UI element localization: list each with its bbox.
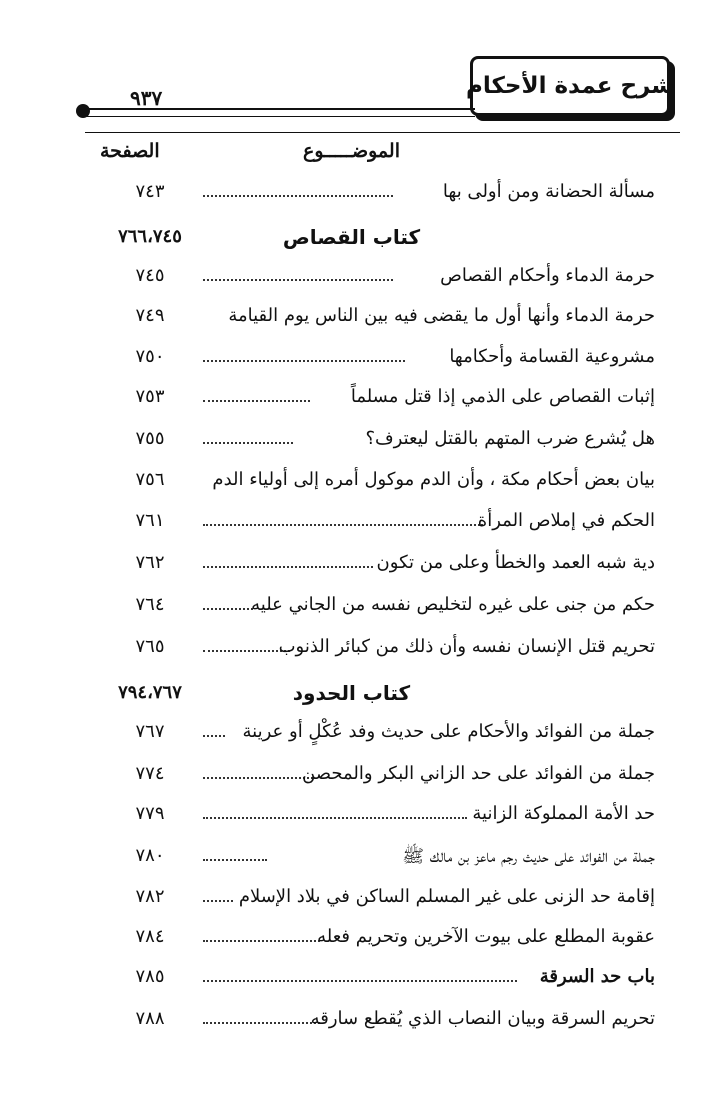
toc-row bbox=[95, 845, 655, 875]
toc-topic: هل يُشرع ضرب المتهم بالقتل ليعترف؟ bbox=[365, 428, 655, 449]
toc-page: ٧٨٤ bbox=[135, 926, 165, 947]
toc-topic: إقامة حد الزنى على غير المسلم الساكن في بلاد الإسلام bbox=[238, 886, 655, 907]
dot-leader bbox=[203, 566, 373, 568]
dot-leader bbox=[203, 735, 225, 737]
toc-row bbox=[95, 636, 655, 666]
toc-row bbox=[95, 803, 655, 833]
dot-leader bbox=[203, 859, 267, 861]
running-header-box bbox=[466, 56, 674, 116]
toc-topic: جملة من الفوائد على حديث رجم ماعز بن مالك ﷺ bbox=[402, 846, 655, 867]
section-title: كتاب الحدود bbox=[292, 681, 411, 705]
toc-topic: بيان بعض أحكام مكة ، وأن الدم موكول أمره إلى أولياء الدم bbox=[212, 469, 655, 490]
toc-page: ٧٤٥ bbox=[135, 265, 165, 286]
toc-row bbox=[95, 886, 655, 916]
dot-leader bbox=[203, 442, 293, 444]
toc-page: ٧٦٥ bbox=[135, 636, 165, 657]
column-header-page: الصفحة bbox=[100, 140, 160, 162]
toc-page: ٧٨٠ bbox=[135, 845, 165, 866]
toc-page: ٧٦٦،٧٤٥ bbox=[118, 226, 182, 247]
toc-row bbox=[95, 428, 655, 458]
toc-topic: حرمة الدماء وأحكام القصاص bbox=[440, 265, 655, 286]
dot-leader bbox=[203, 400, 310, 402]
toc-page: ٧٩٤،٧٦٧ bbox=[118, 682, 182, 703]
toc-topic: حكم من جنى على غيره لتخليص نفسه من الجاني عليه bbox=[251, 594, 655, 615]
toc-page: ٧٦٧ bbox=[135, 721, 165, 742]
toc-topic: مسألة الحضانة ومن أولى بها bbox=[442, 181, 655, 202]
dot-leader bbox=[203, 195, 393, 197]
dot-leader bbox=[203, 608, 253, 610]
toc-topic: الحكم في إملاص المرأة bbox=[477, 510, 655, 531]
toc-page: ٧٧٩ bbox=[135, 803, 165, 824]
toc-page: ٧٨٥ bbox=[135, 966, 165, 987]
toc-topic: حرمة الدماء وأنها أول ما يقضى فيه بين الناس يوم القيامة bbox=[228, 305, 655, 326]
toc-row bbox=[95, 510, 655, 540]
toc-page: ٧٥٣ bbox=[135, 386, 165, 407]
toc-page: ٧٧٤ bbox=[135, 763, 165, 784]
toc-topic: جملة من الفوائد على حد الزاني البكر والمحصن bbox=[302, 763, 655, 784]
dot-leader bbox=[203, 650, 290, 652]
toc-topic: باب حد السرقة bbox=[539, 966, 655, 987]
toc-topic: مشروعية القسامة وأحكامها bbox=[449, 346, 655, 367]
dot-leader bbox=[203, 817, 467, 819]
toc-row bbox=[95, 1008, 655, 1038]
toc-topic: جملة من الفوائد والأحكام على حديث وفد عُكْلٍ أو عرينة bbox=[242, 721, 655, 742]
toc-row bbox=[95, 305, 655, 335]
toc-page: ٧٦١ bbox=[135, 510, 165, 531]
toc-row bbox=[95, 265, 655, 295]
toc-topic: عقوبة المطلع على بيوت الآخرين وتحريم فعله bbox=[317, 926, 655, 947]
dot-leader bbox=[203, 777, 313, 779]
toc-topic: دية شبه العمد والخطأ وعلى من تكون bbox=[376, 552, 655, 573]
dot-leader bbox=[203, 279, 393, 281]
running-header-title: شرح عمدة الأحكام bbox=[466, 73, 674, 99]
toc-topic: حد الأمة المملوكة الزانية bbox=[472, 803, 655, 824]
toc-page: ٧٥٠ bbox=[135, 346, 165, 367]
toc-page: ٧٨٨ bbox=[135, 1008, 165, 1029]
dot-leader bbox=[203, 900, 233, 902]
section-title: كتاب القصاص bbox=[282, 225, 421, 249]
toc-page: ٧٦٢ bbox=[135, 552, 165, 573]
toc-row bbox=[95, 386, 655, 416]
dot-leader bbox=[203, 1022, 320, 1024]
toc-page: ٧٥٥ bbox=[135, 428, 165, 449]
toc-row bbox=[95, 721, 655, 751]
toc-row bbox=[95, 594, 655, 624]
toc-page: ٧٨٢ bbox=[135, 886, 165, 907]
header-rule-thin bbox=[80, 116, 475, 117]
dot-leader bbox=[203, 940, 320, 942]
toc-topic: إثبات القصاص على الذمي إذا قتل مسلماً bbox=[350, 386, 655, 407]
header-divider bbox=[85, 132, 680, 133]
dot-leader bbox=[203, 980, 517, 982]
toc-row bbox=[95, 346, 655, 376]
column-header-subject: الموضـــــوع bbox=[303, 140, 400, 162]
toc-page: ٧٥٦ bbox=[135, 469, 165, 490]
header-bullet-ornament bbox=[76, 104, 90, 118]
dot-leader bbox=[203, 360, 405, 362]
toc-topic: تحريم قتل الإنسان نفسه وأن ذلك من كبائر الذنوب bbox=[278, 636, 655, 657]
dot-leader bbox=[203, 524, 483, 526]
toc-row bbox=[95, 552, 655, 582]
page-number: ٩٣٧ bbox=[130, 86, 163, 110]
toc-row bbox=[95, 926, 655, 956]
toc-row bbox=[95, 469, 655, 499]
toc-topic: تحريم السرقة وبيان النصاب الذي يُقطع سارقه bbox=[310, 1008, 655, 1029]
toc-page: ٧٤٣ bbox=[135, 181, 165, 202]
toc-row bbox=[95, 763, 655, 793]
toc-row bbox=[95, 181, 655, 211]
toc-row bbox=[95, 966, 655, 996]
toc-page: ٧٦٤ bbox=[135, 594, 165, 615]
toc-page: ٧٤٩ bbox=[135, 305, 165, 326]
